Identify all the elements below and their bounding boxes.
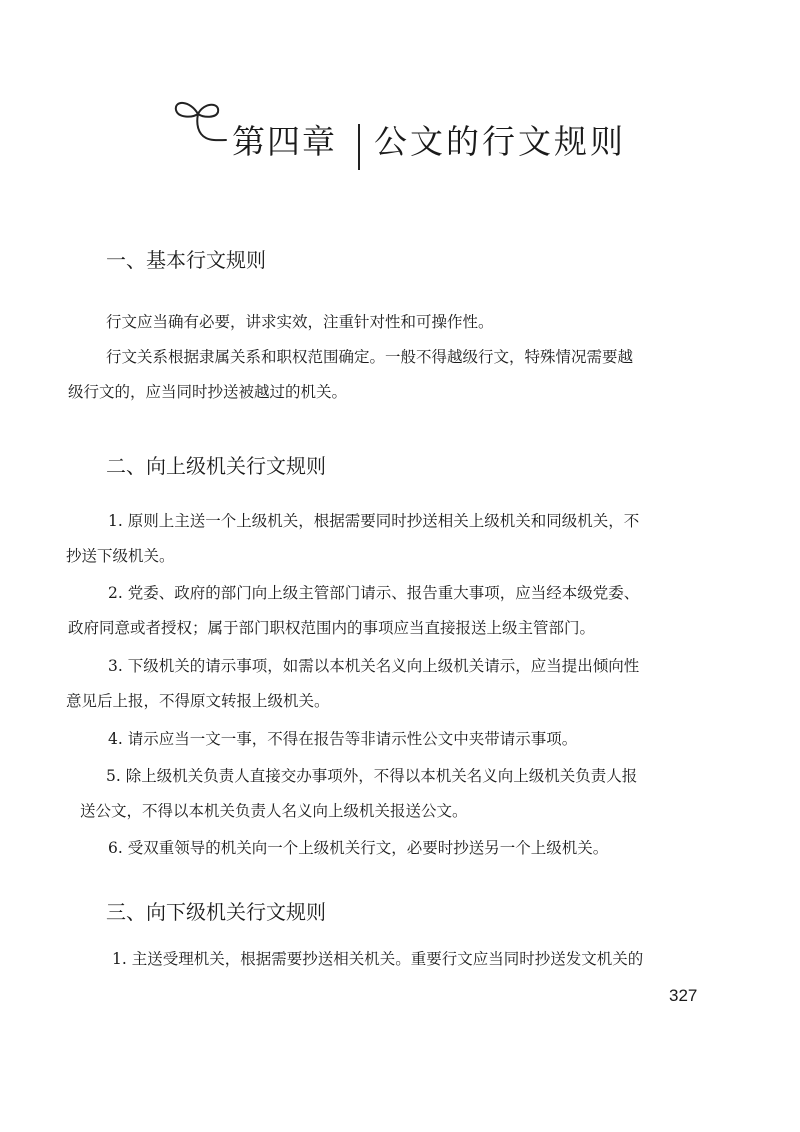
paragraph-line: 级行文的，应当同时抄送被越过的机关。 <box>68 383 348 401</box>
paragraph-line: 1. 主送受理机关，根据需要抄送相关机关。重要行文应当同时抄送发文机关的 <box>112 950 644 968</box>
paragraph-line: 抄送下级机关。 <box>66 547 175 565</box>
paragraph-line: 行文应当确有必要，讲求实效，注重针对性和可操作性。 <box>106 313 494 331</box>
section-heading-3: 三、向下级机关行文规则 <box>106 900 326 924</box>
sprout-icon <box>168 94 228 154</box>
chapter-title: 公文的行文规则 <box>374 122 626 161</box>
paragraph-line: 6. 受双重领导的机关向一个上级机关行文，必要时抄送另一个上级机关。 <box>108 839 609 857</box>
page-number: 327 <box>669 986 698 1005</box>
section-heading-1: 一、基本行文规则 <box>106 248 266 272</box>
paragraph-line: 送公文，不得以本机关负责人名义向上级机关报送公文。 <box>80 802 468 820</box>
paragraph-line: 4. 请示应当一文一事，不得在报告等非请示性公文中夹带请示事项。 <box>108 730 578 748</box>
paragraph-line: 行文关系根据隶属关系和职权范围确定。一般不得越级行文，特殊情况需要越 <box>106 348 634 366</box>
paragraph-line: 1. 原则上主送一个上级机关，根据需要同时抄送相关上级机关和同级机关，不 <box>108 512 640 530</box>
paragraph-line: 2. 党委、政府的部门向上级主管部门请示、报告重大事项，应当经本级党委、 <box>108 584 640 602</box>
paragraph-line: 3. 下级机关的请示事项，如需以本机关名义向上级机关请示，应当提出倾向性 <box>108 657 640 675</box>
paragraph-line: 5. 除上级机关负责人直接交办事项外，不得以本机关名义向上级机关负责人报 <box>106 767 638 785</box>
chapter-divider <box>358 124 360 170</box>
paragraph-line: 意见后上报，不得原文转报上级机关。 <box>66 692 330 710</box>
chapter-header <box>168 88 638 178</box>
paragraph-line: 政府同意或者授权；属于部门职权范围内的事项应当直接报送上级主管部门。 <box>68 619 596 637</box>
section-heading-2: 二、向上级机关行文规则 <box>106 454 326 478</box>
chapter-number: 第四章 <box>232 122 337 161</box>
